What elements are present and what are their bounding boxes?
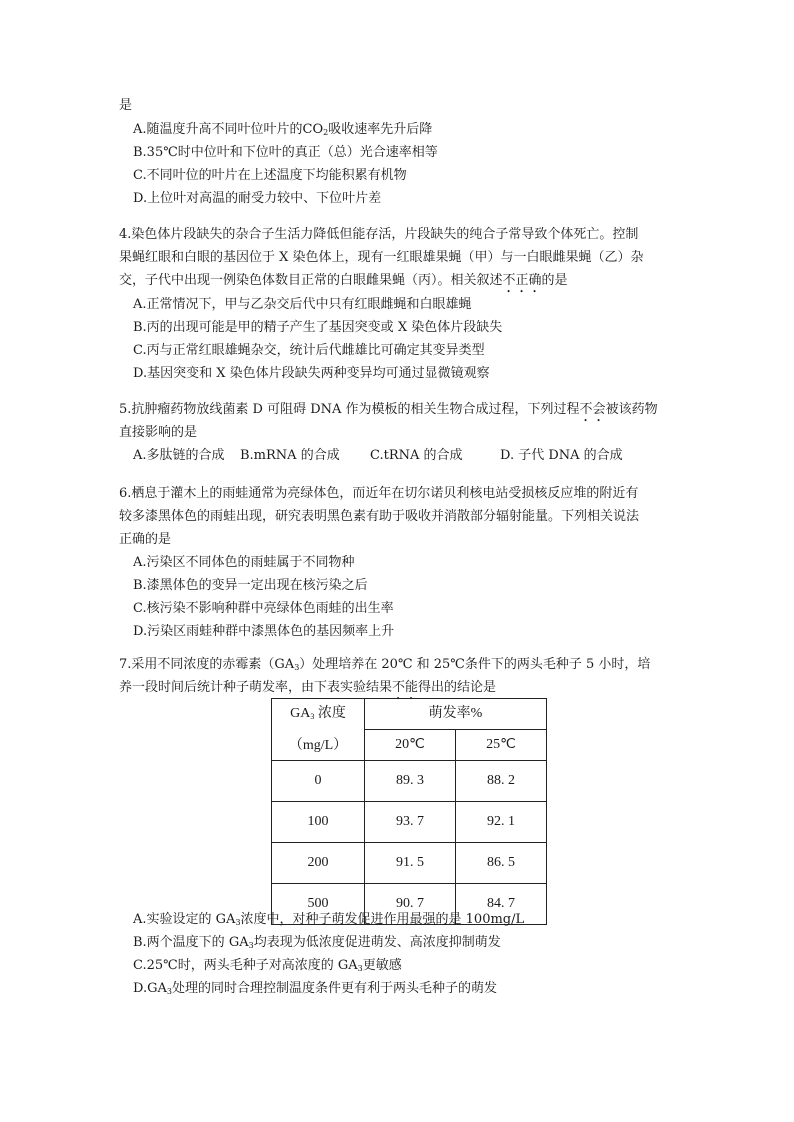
q5-option-a: A.多肽链的合成: [133, 448, 225, 463]
q7-stem-line2: 养一段时间后统计种子萌发率，由下表实验结果不能得出的结论是: [119, 680, 497, 695]
cell-conc: 100: [272, 802, 365, 843]
q4-emphasis: 不正确: [502, 273, 542, 288]
q7-stem-line1: 7.采用不同浓度的赤霉素$(GA_3)$处理培养在 20℃ 和 25℃条件下的两头毛种子 5 小时，培: [119, 657, 651, 672]
q4-stem-line3: 交，子代中出现一例染色体数目正常的白眼雌果蝇（丙）。相关叙述不正确的是: [119, 273, 568, 288]
q7-option-d: $D.GA_3$处理的同时合理控制温度条件更有利于两头毛种子的萌发: [133, 981, 497, 996]
q6-stem-line1: 6.栖息于灌木上的雨蛙通常为亮绿体色，而近年在切尔诺贝利核电站受损核反应堆的附近有: [119, 486, 639, 501]
q7-emphasis: 不能: [392, 680, 419, 695]
q6-option-a: A.污染区不同体色的雨蛙属于不同物种: [133, 555, 355, 570]
cell-conc: 200: [272, 843, 365, 884]
cell-20c: 89. 3: [365, 761, 456, 802]
q7-option-b: B.两个温度下的 $GA_3$均表现为低浓度促进萌发、高浓度抑制萌发: [133, 935, 501, 950]
q3-option-c: C.不同叶位的叶片在上述温度下均能积累有机物: [133, 168, 407, 183]
cell-20c: 93. 7: [365, 802, 456, 843]
q3-stem-end: 是: [119, 98, 133, 113]
q4-stem-line2: 果蝇红眼和白眼的基因位于 X 染色体上，现有一红眼雄果蝇（甲）与一白眼雌果蝇（乙）杂: [119, 250, 644, 265]
table-row: [272, 802, 547, 843]
q5-option-c: C.tRNA 的合成: [370, 448, 463, 463]
germination-table: [271, 698, 547, 925]
q7-option-a: A.实验设定的 $GA_3$浓度中，对种子萌发促进作用最强的是 100mg/L: [133, 912, 525, 927]
q6-option-c: C.核污染不影响种群中亮绿体色雨蛙的出生率: [133, 601, 394, 616]
q7-option-c: C.25℃时，两头毛种子对高浓度的 $GA_3$更敏感: [133, 958, 402, 973]
cell-25c: 88. 2: [456, 761, 547, 802]
cell-25c: 86. 5: [456, 843, 547, 884]
q4-option-b: B.丙的出现可能是甲的精子产生了基因突变或 X 染色体片段缺失: [133, 320, 503, 335]
q5-stem-line1: 5.抗肿瘤药物放线菌素 D 可阻碍 DNA 作为模板的相关生物合成过程，下列过程不会被该药物: [119, 402, 658, 417]
cell-20c: 91. 5: [365, 843, 456, 884]
q6-option-b: B.漆黑体色的变异一定出现在核污染之后: [133, 578, 368, 593]
q5-option-d: D. 子代 DNA 的合成: [500, 448, 623, 463]
cell-25c: 84. 7: [456, 884, 547, 925]
header-25c: 25℃: [456, 730, 547, 761]
header-concentration: $GA_3$ 浓度 （mg/L）: [272, 699, 365, 761]
q6-stem-line2: 较多漆黑体色的雨蛙出现，研究表明黑色素有助于吸收并消散部分辐射能量。下列相关说法: [119, 509, 640, 524]
table-row: [272, 843, 547, 884]
q4-stem-line1: 4.染色体片段缺失的杂合子生活力降低但能存活，片段缺失的纯合子常导致个体死亡。控制: [119, 227, 639, 242]
q6-stem-line3: 正确的是: [119, 532, 172, 547]
q6-option-d: D.污染区雨蛙种群中漆黑体色的基因频率上升: [133, 624, 395, 639]
header-germination-rate: 萌发率%: [365, 699, 547, 730]
cell-conc: 500: [272, 884, 365, 925]
q3-option-b: B.35℃时中位叶和下位叶的真正（总）光合速率相等: [133, 145, 438, 160]
q5-stem-line2: 直接影响的是: [119, 425, 198, 440]
table-row: [272, 761, 547, 802]
q3-option-d: D.上位叶对高温的耐受力较中、下位叶片差: [133, 191, 382, 206]
q5-emphasis: 不会: [579, 402, 606, 417]
q3-option-a: A.随温度升高不同叶位叶片的$CO_2$吸收速率先升后降: [133, 122, 433, 137]
cell-25c: 92. 1: [456, 802, 547, 843]
q5-option-b: B.mRNA 的合成: [240, 448, 340, 463]
cell-20c: 90. 7: [365, 884, 456, 925]
q4-option-c: C.丙与正常红眼雄蝇杂交，统计后代雌雄比可确定其变异类型: [133, 343, 485, 358]
cell-conc: 0: [272, 761, 365, 802]
q4-option-d: D.基因突变和 X 染色体片段缺失两种变异均可通过显微镜观察: [133, 366, 490, 381]
q4-option-a: A.正常情况下，甲与乙杂交后代中只有红眼雌蝇和白眼雄蝇: [133, 297, 472, 312]
header-20c: 20℃: [365, 730, 456, 761]
